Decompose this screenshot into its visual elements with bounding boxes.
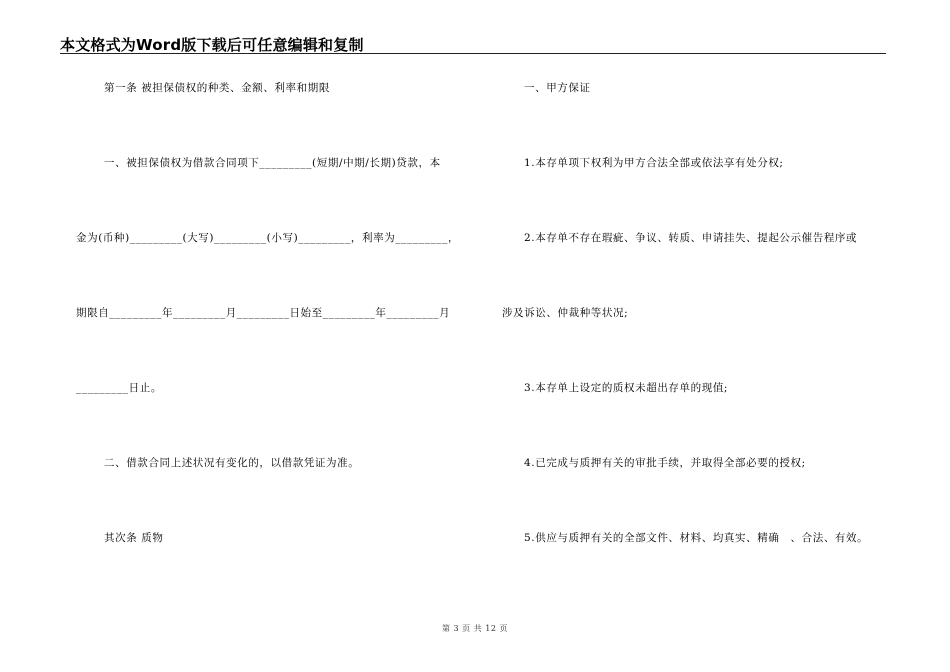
left-line-4: 期限自_________年_________月_________日始至_________年_________月 <box>76 307 451 319</box>
right-line-1: 一、甲方保证 <box>524 82 591 94</box>
page-number-footer: 第 3 页 共 12 页 <box>442 624 508 633</box>
right-line-3: 2.本存单不存在瑕疵、争议、转质、申请挂失、提起公示催告程序或 <box>524 232 858 244</box>
document-header-title: 本文格式为Word版下载后可任意编辑和复制 <box>60 36 364 54</box>
left-line-6: 二、借款合同上述状况有变化的，以借款凭证为准。 <box>104 457 360 469</box>
right-line-7: 5.供应与质押有关的全部文件、材料、均真实、精确 、合法、有效。 <box>524 532 869 544</box>
left-line-7: 其次条 质物 <box>104 532 164 544</box>
left-line-1: 第一条 被担保债权的种类、金额、利率和期限 <box>104 82 330 94</box>
right-line-4: 涉及诉讼、仲裁种等状况; <box>502 307 629 319</box>
left-line-5: _________日止。 <box>76 382 162 394</box>
right-line-5: 3.本存单上设定的质权未超出存单的现值; <box>524 382 729 394</box>
header-divider <box>60 53 886 54</box>
right-line-6: 4.已完成与质押有关的审批手续，并取得全部必要的授权; <box>524 457 806 469</box>
left-line-2: 一、被担保债权为借款合同项下_________(短期/中期/长期)贷款，本 <box>104 157 441 169</box>
left-line-3: 金为(币种)_________(大写)_________(小写)_________，利率为_________， <box>76 232 460 244</box>
right-line-2: 1.本存单项下权利为甲方合法全部或依法享有处分权; <box>524 157 784 169</box>
